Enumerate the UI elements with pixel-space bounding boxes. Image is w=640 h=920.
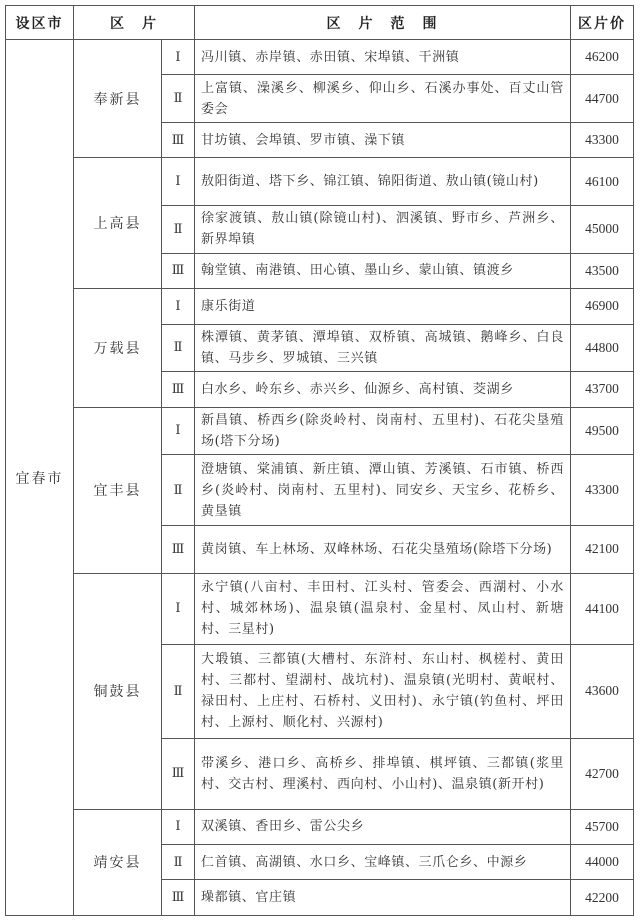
zone-price-cell: 44700 xyxy=(571,75,634,123)
zone-range-cell: 璪都镇、官庄镇 xyxy=(195,880,571,916)
zone-range-cell: 康乐街道 xyxy=(195,289,571,324)
zone-price-cell: 42100 xyxy=(571,526,634,574)
county-cell: 铜鼓县 xyxy=(74,573,162,809)
zone-range-cell: 白水乡、岭东乡、赤兴乡、仙源乡、高村镇、茭湖乡 xyxy=(195,372,571,407)
zone-level-cell: Ⅰ xyxy=(162,407,195,455)
county-cell: 上高县 xyxy=(74,158,162,289)
header-city: 设区市 xyxy=(6,6,74,40)
zone-price-cell: 45000 xyxy=(571,206,634,254)
zone-price-cell: 46100 xyxy=(571,158,634,206)
zone-level-cell: Ⅰ xyxy=(162,158,195,206)
zone-price-cell: 43300 xyxy=(571,455,634,526)
zone-level-cell: Ⅱ xyxy=(162,75,195,123)
zone-price-cell: 46900 xyxy=(571,289,634,324)
header-price: 区片价 xyxy=(571,6,634,40)
zone-price-cell: 44100 xyxy=(571,573,634,644)
zone-level-cell: Ⅱ xyxy=(162,845,195,880)
table-row xyxy=(6,40,634,75)
land-price-table xyxy=(5,5,634,916)
zone-level-cell: Ⅱ xyxy=(162,644,195,738)
table-row xyxy=(6,158,634,206)
zone-level-cell: Ⅲ xyxy=(162,123,195,158)
zone-price-cell: 43500 xyxy=(571,253,634,288)
zone-range-cell: 徐家渡镇、敖山镇(除镜山村)、泗溪镇、野市乡、芦洲乡、新界埠镇 xyxy=(195,206,571,254)
zone-level-cell: Ⅲ xyxy=(162,738,195,809)
zone-price-cell: 43600 xyxy=(571,644,634,738)
zone-price-cell: 42200 xyxy=(571,880,634,916)
zone-range-cell: 翰堂镇、南港镇、田心镇、墨山乡、蒙山镇、镇渡乡 xyxy=(195,253,571,288)
table-row xyxy=(6,809,634,844)
header-district: 区 片 xyxy=(74,6,195,40)
zone-range-cell: 敖阳街道、塔下乡、锦江镇、锦阳街道、敖山镇(镜山村) xyxy=(195,158,571,206)
zone-level-cell: Ⅱ xyxy=(162,324,195,372)
table-row xyxy=(6,573,634,644)
zone-level-cell: Ⅲ xyxy=(162,253,195,288)
zone-level-cell: Ⅲ xyxy=(162,372,195,407)
zone-range-cell: 冯川镇、赤岸镇、赤田镇、宋埠镇、干洲镇 xyxy=(195,40,571,75)
county-cell: 宜丰县 xyxy=(74,407,162,573)
zone-range-cell: 澄塘镇、棠浦镇、新庄镇、潭山镇、芳溪镇、石市镇、桥西乡(炎岭村、岗南村、五里村)、同安乡、天宝乡、花桥乡、黄垦镇 xyxy=(195,455,571,526)
zone-range-cell: 双溪镇、香田乡、雷公尖乡 xyxy=(195,809,571,844)
zone-range-cell: 永宁镇(八亩村、丰田村、江头村、管委会、西湖村、小水村、城郊林场)、温泉镇(温泉村、金星村、凤山村、新塘村、三星村) xyxy=(195,573,571,644)
zone-price-cell: 45700 xyxy=(571,809,634,844)
zone-level-cell: Ⅲ xyxy=(162,880,195,916)
zone-level-cell: Ⅰ xyxy=(162,289,195,324)
zone-price-cell: 44800 xyxy=(571,324,634,372)
zone-range-cell: 带溪乡、港口乡、高桥乡、排埠镇、棋坪镇、三都镇(浆里村、交古村、理溪村、西向村、小山村)、温泉镇(新开村) xyxy=(195,738,571,809)
zone-price-cell: 42700 xyxy=(571,738,634,809)
zone-price-cell: 49500 xyxy=(571,407,634,455)
zone-level-cell: Ⅰ xyxy=(162,573,195,644)
header-row xyxy=(6,6,634,40)
zone-range-cell: 株潭镇、黄茅镇、潭埠镇、双桥镇、高城镇、鹅峰乡、白良镇、马步乡、罗城镇、三兴镇 xyxy=(195,324,571,372)
county-cell: 奉新县 xyxy=(74,40,162,158)
table-body xyxy=(6,40,634,916)
zone-range-cell: 大塅镇、三都镇(大槽村、东浒村、东山村、枫槎村、黄田村、三都村、望湖村、战坑村)、温泉镇(光明村、黄岷村、禄田村、上庄村、石桥村、义田村)、永宁镇(钓鱼村、坪田村、上源村、顺化村、兴源村) xyxy=(195,644,571,738)
zone-range-cell: 甘坊镇、会埠镇、罗市镇、澡下镇 xyxy=(195,123,571,158)
header-range: 区 片 范 围 xyxy=(195,6,571,40)
zone-level-cell: Ⅱ xyxy=(162,206,195,254)
zone-level-cell: Ⅰ xyxy=(162,809,195,844)
table-row xyxy=(6,289,634,324)
zone-range-cell: 黄岗镇、车上林场、双峰林场、石花尖垦殖场(除塔下分场) xyxy=(195,526,571,574)
zone-level-cell: Ⅱ xyxy=(162,455,195,526)
zone-range-cell: 仁首镇、高湖镇、水口乡、宝峰镇、三爪仑乡、中源乡 xyxy=(195,845,571,880)
zone-price-cell: 46200 xyxy=(571,40,634,75)
county-cell: 靖安县 xyxy=(74,809,162,915)
zone-price-cell: 43700 xyxy=(571,372,634,407)
county-cell: 万载县 xyxy=(74,289,162,407)
zone-price-cell: 43300 xyxy=(571,123,634,158)
zone-level-cell: Ⅰ xyxy=(162,40,195,75)
city-cell: 宜春市 xyxy=(6,40,74,916)
zone-range-cell: 新昌镇、桥西乡(除炎岭村、岗南村、五里村)、石花尖垦殖场(塔下分场) xyxy=(195,407,571,455)
zone-range-cell: 上富镇、澡溪乡、柳溪乡、仰山乡、石溪办事处、百丈山管委会 xyxy=(195,75,571,123)
zone-level-cell: Ⅲ xyxy=(162,526,195,574)
table-row xyxy=(6,407,634,455)
zone-price-cell: 44000 xyxy=(571,845,634,880)
